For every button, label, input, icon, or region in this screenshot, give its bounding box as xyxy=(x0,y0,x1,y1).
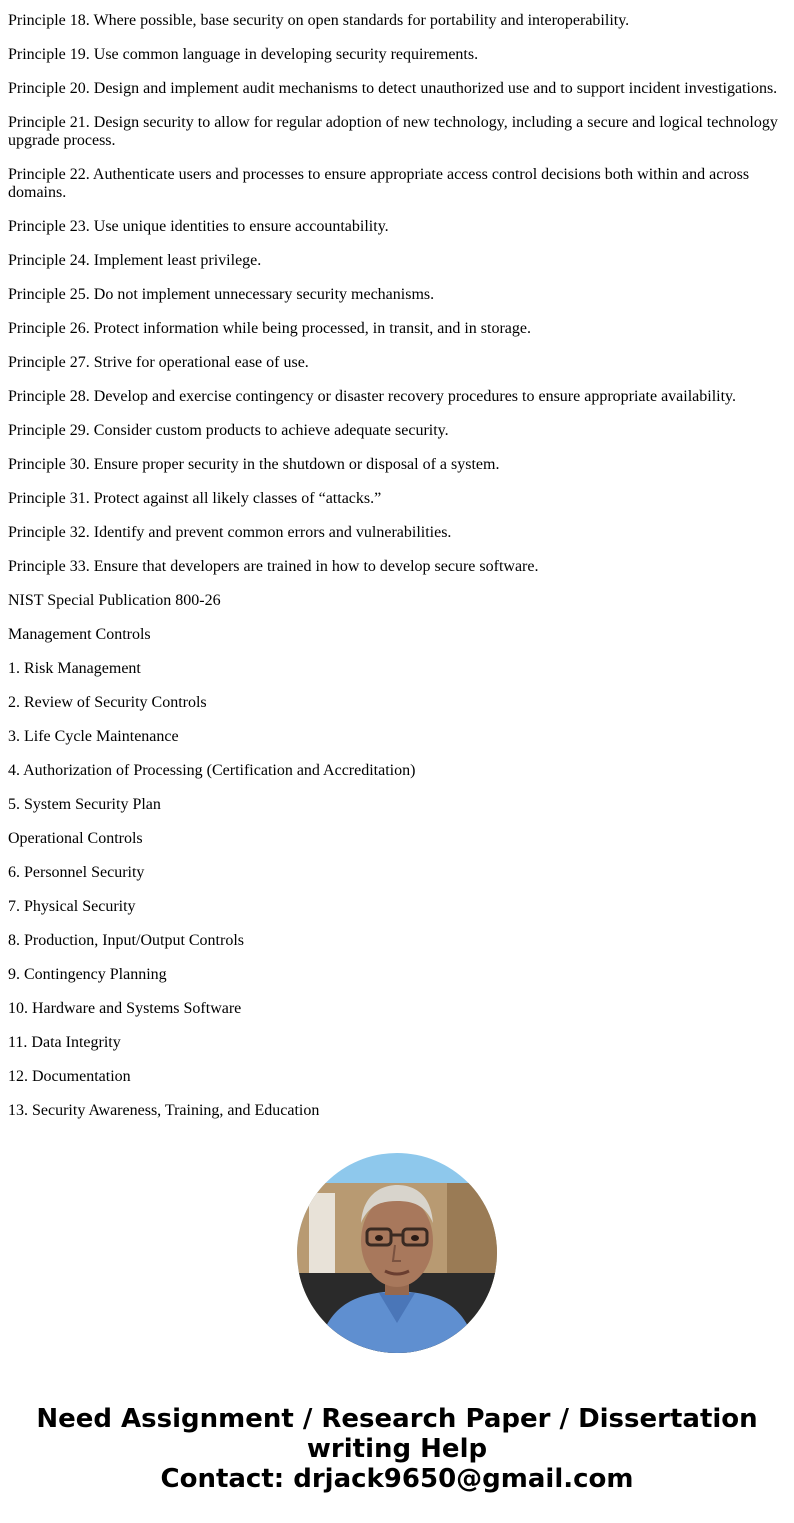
paragraph-principle-33: Principle 33. Ensure that developers are trained in how to develop secure software. xyxy=(8,558,539,575)
paragraph-principle-23: Principle 23. Use unique identities to ensure accountability. xyxy=(8,218,389,235)
section-heading-management: Management Controls xyxy=(8,626,151,643)
list-item: 10. Hardware and Systems Software xyxy=(8,1000,242,1017)
list-item: 4. Authorization of Processing (Certification and Accreditation) xyxy=(8,762,416,779)
paragraph-principle-21: Principle 21. Design security to allow for regular adoption of new technology, including a secure and logical technology upgrade process. xyxy=(8,114,778,149)
paragraph-principle-26: Principle 26. Protect information while being processed, in transit, and in storage. xyxy=(8,320,531,337)
paragraph-principle-25: Principle 25. Do not implement unnecessary security mechanisms. xyxy=(8,286,435,303)
paragraph-principle-30: Principle 30. Ensure proper security in the shutdown or disposal of a system. xyxy=(8,456,500,473)
paragraph-principle-19: Principle 19. Use common language in developing security requirements. xyxy=(8,46,479,63)
paragraph-principle-18: Principle 18. Where possible, base security on open standards for portability and interoperability. xyxy=(8,12,630,29)
paragraph-principle-27: Principle 27. Strive for operational ease of use. xyxy=(8,354,309,371)
footer-headline: Need Assignment / Research Paper / Dissertation xyxy=(36,1404,758,1434)
list-item: 5. System Security Plan xyxy=(8,796,161,813)
list-item: 11. Data Integrity xyxy=(8,1034,121,1051)
paragraph-principle-28: Principle 28. Develop and exercise contingency or disaster recovery procedures to ensure appropriate availability. xyxy=(8,388,737,405)
paragraph-principle-29: Principle 29. Consider custom products to achieve adequate security. xyxy=(8,422,449,439)
section-heading-operational: Operational Controls xyxy=(8,830,143,847)
paragraph-principle-22: Principle 22. Authenticate users and processes to ensure appropriate access control decisions both within and across domains. xyxy=(8,166,750,201)
list-item: 3. Life Cycle Maintenance xyxy=(8,728,179,745)
paragraph-principle-31: Principle 31. Protect against all likely classes of “attacks.” xyxy=(8,490,382,507)
paragraph-principle-24: Principle 24. Implement least privilege. xyxy=(8,252,262,269)
avatar-portrait-image xyxy=(297,1153,497,1353)
contact-footer xyxy=(0,1404,794,1494)
footer-subheadline: writing Help xyxy=(306,1434,488,1464)
list-item: 8. Production, Input/Output Controls xyxy=(8,932,244,949)
list-item: 1. Risk Management xyxy=(8,660,141,677)
paragraph-principle-20: Principle 20. Design and implement audit mechanisms to detect unauthorized use and to support incident investigations. xyxy=(8,80,778,97)
list-item: 13. Security Awareness, Training, and Education xyxy=(8,1102,320,1119)
list-item: 2. Review of Security Controls xyxy=(8,694,207,711)
paragraph-principle-32: Principle 32. Identify and prevent common errors and vulnerabilities. xyxy=(8,524,452,541)
list-item: 12. Documentation xyxy=(8,1068,131,1085)
list-item: 9. Contingency Planning xyxy=(8,966,167,983)
list-item: 7. Physical Security xyxy=(8,898,136,915)
section-heading-nist: NIST Special Publication 800-26 xyxy=(8,592,221,609)
avatar xyxy=(297,1153,497,1353)
footer-contact-email: Contact: drjack9650@gmail.com xyxy=(160,1464,634,1494)
list-item: 6. Personnel Security xyxy=(8,864,145,881)
